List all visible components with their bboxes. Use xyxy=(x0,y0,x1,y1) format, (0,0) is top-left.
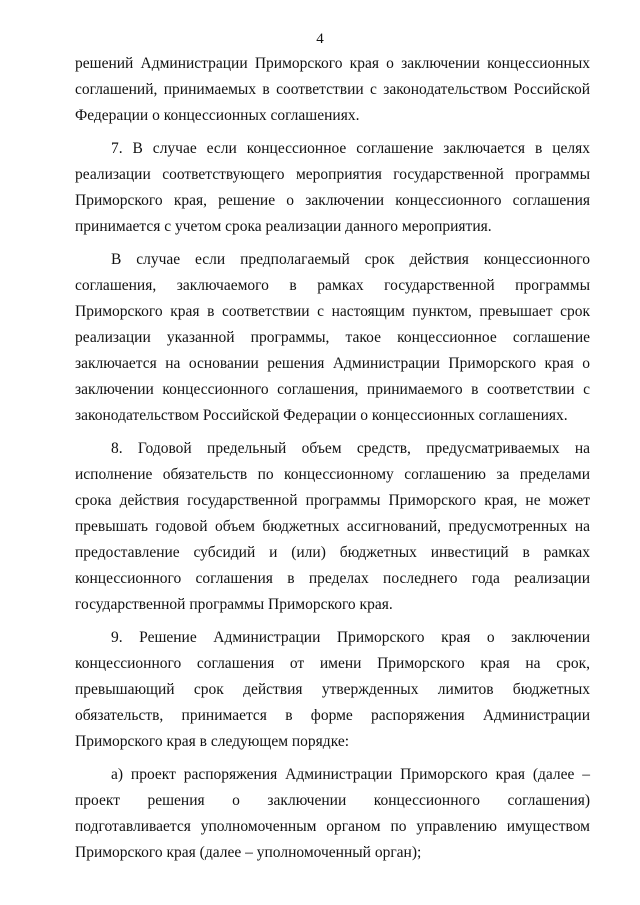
paragraph-item-7-extension: В случае если предполагаемый срок действия концессионного соглашения, заключаемого в рамках государственной программы Приморского края в соответствии с настоящим пунктом, превышает срок реализации указанной программы, такое концессионное соглашение заключается на основании решения Администрации Приморского края о заключении концессионного соглашения, принимаемого в соответствии с законодательством Российской Федерации о концессионных соглашениях. xyxy=(75,251,590,424)
paragraph-item-7: 7. В случае если концессионное соглашение заключается в целях реализации соответствующего мероприятия государственной программы Приморского края, решение о заключении концессионного соглашения принимается с учетом срока реализации данного мероприятия. xyxy=(75,140,590,235)
page-number: 4 xyxy=(316,31,324,47)
document-body xyxy=(75,51,590,873)
paragraph-item-9-a: а) проект распоряжения Администрации Приморского края (далее – проект решения о заключении концессионного соглашения) подготавливается уполномоченным органом по управлению имуществом Приморского края (далее – уполномоченный орган); xyxy=(75,766,590,861)
paragraph-continuation: решений Администрации Приморского края о заключении концессионных соглашений, принимаемых в соответствии с законодательством Российской Федерации о концессионных соглашениях. xyxy=(75,55,590,124)
paragraph-item-9: 9. Решение Администрации Приморского края о заключении концессионного соглашения от имени Приморского края на срок, превышающий срок действия утвержденных лимитов бюджетных обязательств, принимается в форме распоряжения Администрации Приморского края в следующем порядке: xyxy=(75,629,590,750)
paragraph-item-8: 8. Годовой предельный объем средств, предусматриваемых на исполнение обязательств по концессионному соглашению за пределами срока действия государственной программы Приморского края, не может превышать годовой объем бюджетных ассигнований, предусмотренных на предоставление субсидий и (или) бюджетных инвестиций в рамках концессионного соглашения в пределах последнего года реализации государственной программы Приморского края. xyxy=(75,440,590,613)
